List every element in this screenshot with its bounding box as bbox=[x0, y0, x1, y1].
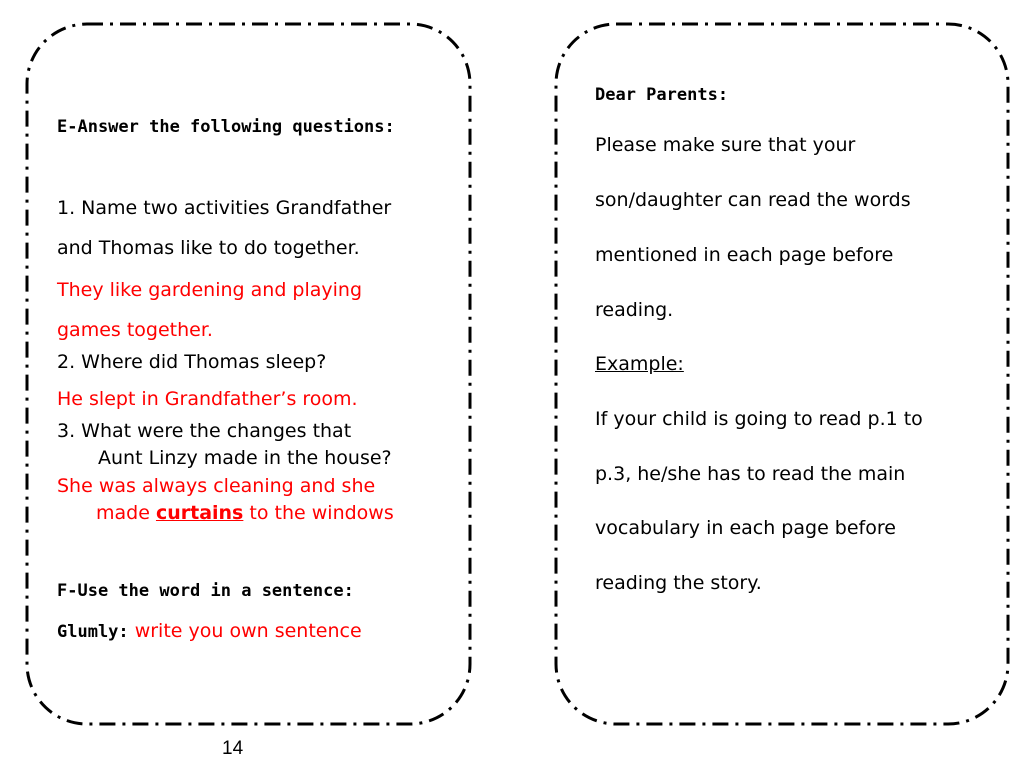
parent-note-line-7: vocabulary in each page before bbox=[595, 517, 896, 539]
parent-note-line-8: reading the story. bbox=[595, 572, 762, 594]
page-number: 14 bbox=[222, 738, 244, 759]
question-3-line-1: 3. What were the changes that bbox=[57, 420, 352, 442]
question-2: 2. Where did Thomas sleep? bbox=[57, 351, 327, 373]
answer-3-line-1: She was always cleaning and she bbox=[57, 475, 376, 497]
curtains-keyword: curtains bbox=[155, 502, 244, 524]
answer-3-suffix: to the windows bbox=[243, 502, 394, 524]
answer-2: He slept in Grandfather’s room. bbox=[57, 388, 358, 410]
parent-note-line-2: son/daughter can read the words bbox=[595, 189, 911, 211]
section-f-heading: F-Use the word in a sentence: bbox=[57, 581, 354, 601]
answer-1-line-1: They like gardening and playing bbox=[57, 279, 363, 301]
example-label: Example: bbox=[595, 353, 684, 375]
vocab-line bbox=[57, 619, 362, 644]
answer-3-line-2 bbox=[96, 501, 394, 525]
vocab-word: Glumly: bbox=[57, 622, 129, 642]
parent-note-line-6: p.3, he/she has to read the main bbox=[595, 463, 906, 485]
parent-note-line-4: reading. bbox=[595, 299, 674, 321]
vocab-answer: write you own sentence bbox=[134, 620, 362, 642]
parent-note-line-3: mentioned in each page before bbox=[595, 244, 894, 266]
answer-1-line-2: games together. bbox=[57, 319, 213, 341]
section-e-heading: E-Answer the following questions: bbox=[57, 117, 395, 137]
question-1-line-2: and Thomas like to do together. bbox=[57, 237, 360, 259]
answer-3-prefix: made bbox=[96, 502, 156, 524]
greeting: Dear Parents: bbox=[595, 85, 729, 105]
parent-note-line-1: Please make sure that your bbox=[595, 134, 856, 156]
question-3-line-2: Aunt Linzy made in the house? bbox=[98, 447, 392, 469]
question-1-line-1: 1. Name two activities Grandfather bbox=[57, 197, 392, 219]
parent-note-line-5: If your child is going to read p.1 to bbox=[595, 408, 923, 430]
